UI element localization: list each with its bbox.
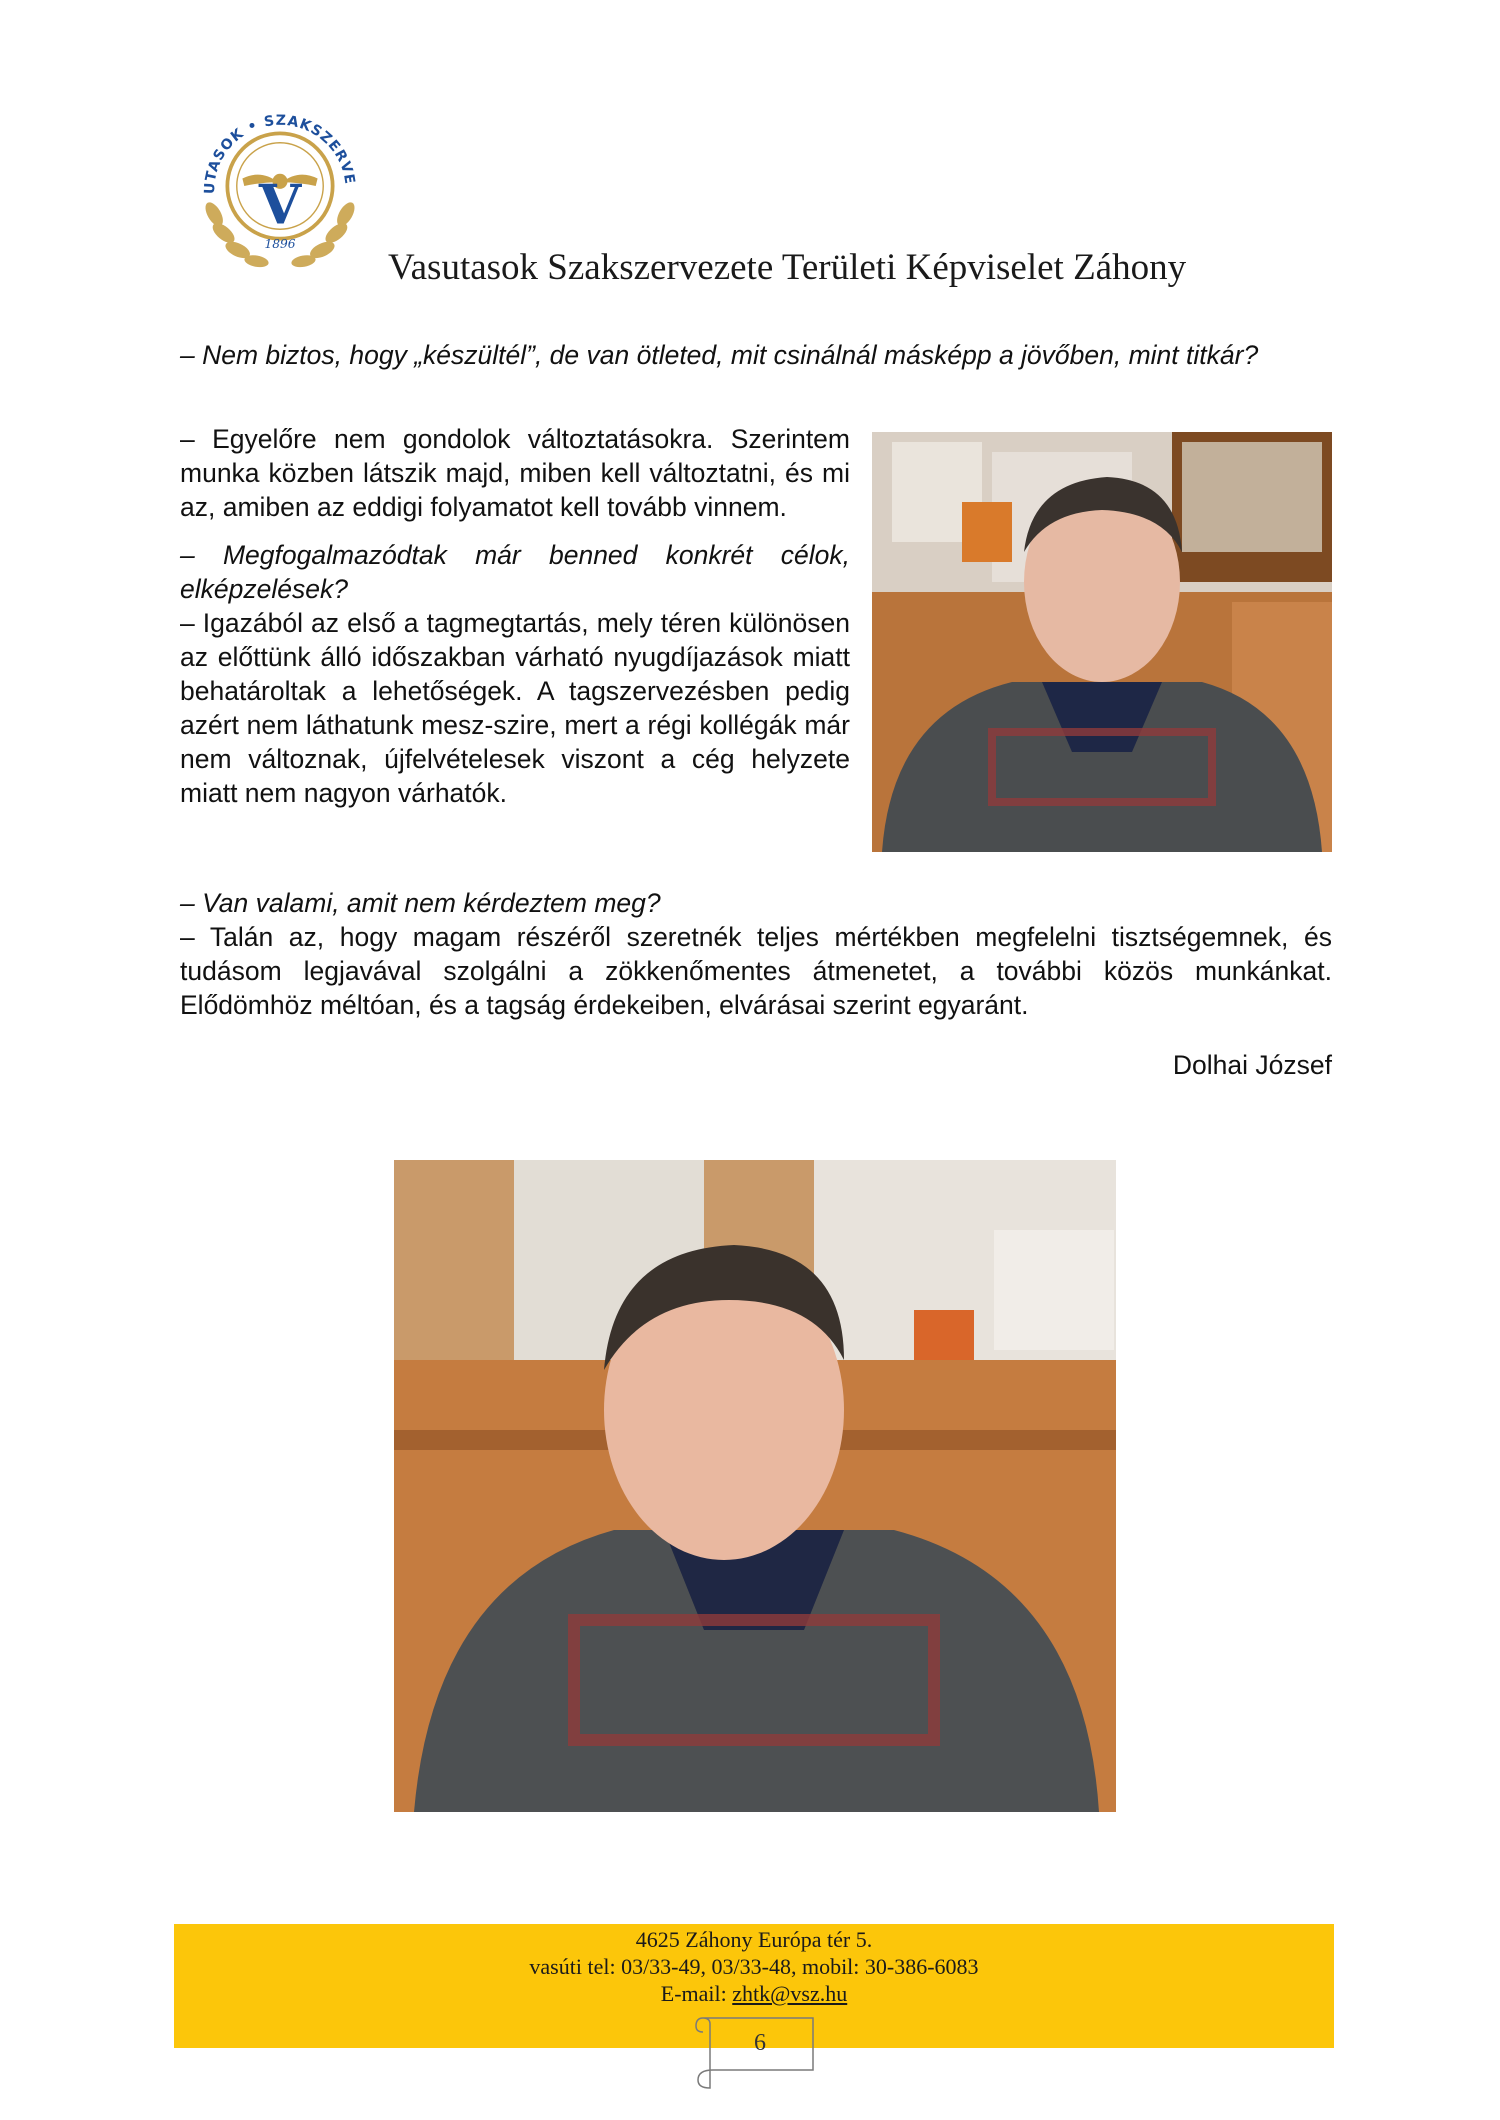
footer-email-link[interactable]: zhtk@vsz.hu bbox=[732, 1981, 848, 2006]
page-number: 6 bbox=[754, 2030, 766, 2056]
footer-phones: vasúti tel: 03/33-49, 03/33-48, mobil: 30-386-6083 bbox=[529, 1954, 979, 1979]
interview-question-1: – Nem biztos, hogy „készültél”, de van ötleted, mit csinálnál másképp a jövőben, mint titkár? bbox=[180, 340, 1259, 370]
interview-question-3: – Van valami, amit nem kérdeztem meg? bbox=[180, 888, 661, 918]
footer-address: 4625 Záhony Európa tér 5. bbox=[635, 1927, 873, 1952]
union-logo bbox=[186, 92, 374, 280]
footer-email-label: E-mail: bbox=[660, 1981, 733, 2006]
interview-answer-2: – Igazából az első a tagmegtartás, mely téren különösen az előttünk álló időszakban várható nyugdíjazások miatt behatároltak a lehetőségek. A tagszervezésben pedig azért nem láthatunk mesz-szire, mert a régi kollégák már nem változnak, újfelvételesek viszont a cég helyzete miatt nem nagyon várhatók. bbox=[180, 608, 850, 808]
interview-answer-1: – Egyelőre nem gondolok változtatásokra. Szerintem munka közben látszik majd, miben kell változtatni, és mi az, amiben az eddigi folyamatot kell tovább vinnem. bbox=[180, 424, 850, 522]
interview-question-2: – Megfogalmazódtak már benned konkrét célok, elképzelések? bbox=[180, 540, 850, 604]
interview-column bbox=[180, 422, 850, 810]
interview-closing bbox=[180, 886, 1332, 1022]
portrait-photo-large bbox=[394, 1160, 1116, 1812]
interview-answer-3: – Talán az, hogy magam részéről szeretnék teljes mértékben megfelelni tisztségemnek, és tudásom legjavával szolgálni a zökkenőmentes átmenetet, a további közös munkánkat. Elődömhöz méltóan, és a tagság érdekeiben, elvárásai szerint egyaránt. bbox=[180, 922, 1332, 1020]
page-header-title: Vasutasok Szakszervezete Területi Képviselet Záhony bbox=[388, 247, 1187, 288]
svg-text:1896: 1896 bbox=[264, 237, 296, 252]
svg-text:V: V bbox=[258, 172, 302, 237]
portrait-photo-small bbox=[872, 432, 1332, 852]
author-signature: Dolhai József bbox=[1172, 1050, 1332, 1080]
svg-text:VASUTASOK • SZAKSZERVEZETE: UTASOK • SZAKSZERVE bbox=[202, 112, 358, 195]
footer-email-line bbox=[174, 1980, 1334, 2007]
